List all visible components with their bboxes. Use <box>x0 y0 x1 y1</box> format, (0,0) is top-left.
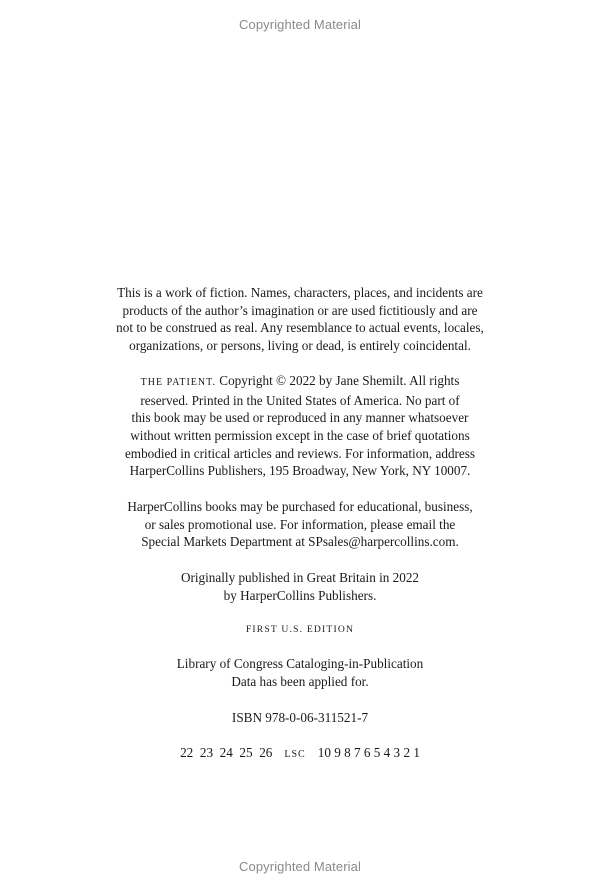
cip-line: Library of Congress Cataloging-in-Publication <box>176 656 424 672</box>
sales-line: HarperCollins books may be purchased for educational, business, <box>127 499 473 515</box>
disclaimer-line: This is a work of fiction. Names, characters, places, and incidents are <box>117 285 483 300</box>
cip-line: Data has been applied for. <box>231 673 369 689</box>
watermark-bottom: Copyrighted Material <box>239 859 361 874</box>
copyright-line: reserved. Printed in the United States of America. No part of <box>140 392 460 408</box>
printer-key <box>0 744 600 764</box>
sales-line: Special Markets Department at SPsales@harpercollins.com. <box>141 534 459 550</box>
disclaimer-line: products of the author’s imagination or are used fictitiously and are <box>122 302 478 318</box>
copyright-line <box>0 372 600 392</box>
copyright-line: without written permission except in the case of brief quotations <box>130 427 470 443</box>
print-years: 22 23 24 25 26 <box>180 745 273 761</box>
fiction-disclaimer <box>0 284 600 355</box>
copyright-line: HarperCollins Publishers, 195 Broadway, New York, NY 10007. <box>129 463 471 479</box>
isbn: ISBN 978-0-06-311521-7 <box>231 709 369 725</box>
printer-code: LSC <box>284 749 306 761</box>
copyright-line: embodied in critical articles and reviews. For information, address <box>124 445 476 461</box>
print-numbers: 10 9 8 7 6 5 4 3 2 1 <box>317 745 420 761</box>
copyright-statement: Copyright © 2022 by Jane Shemilt. All rights <box>215 372 460 388</box>
special-sales-notice <box>0 498 600 551</box>
watermark-top: Copyrighted Material <box>239 17 361 32</box>
edition-statement <box>0 621 600 639</box>
edition-label: FIRST U.S. EDITION <box>245 623 355 635</box>
original-publication-notice <box>0 569 600 604</box>
isbn-block <box>0 709 600 727</box>
origin-line: Originally published in Great Britain in 2022 <box>180 570 420 586</box>
disclaimer-line: organizations, or persons, living or dead, is entirely coincidental. <box>129 338 471 354</box>
sales-line: or sales promotional use. For information, please email the <box>144 516 456 532</box>
copyright-page-content <box>0 284 600 764</box>
printer-line <box>0 744 600 764</box>
cip-notice <box>0 655 600 690</box>
book-title-smallcaps: THE PATIENT. <box>140 376 216 388</box>
copyright-line: this book may be used or reproduced in any manner whatsoever <box>131 410 469 426</box>
copyright-notice <box>0 372 600 480</box>
origin-line: by HarperCollins Publishers. <box>223 587 377 603</box>
disclaimer-line: not to be construed as real. Any resemblance to actual events, locales, <box>116 320 484 336</box>
